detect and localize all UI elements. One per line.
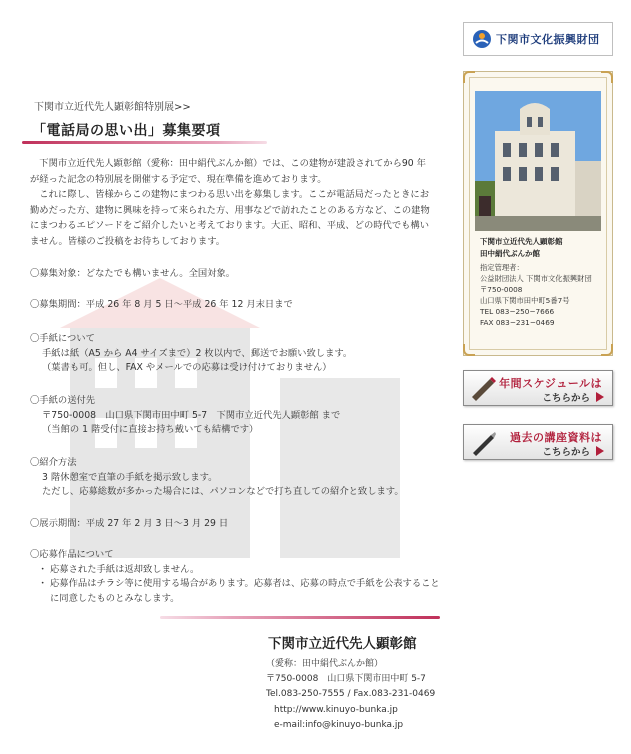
section-heading: 〇応募作品について bbox=[30, 549, 114, 560]
section-exhibit bbox=[30, 517, 440, 532]
corner-ornament bbox=[601, 71, 613, 83]
works-list bbox=[30, 563, 440, 607]
museum-info-card bbox=[463, 71, 613, 356]
section-line: 〒750-0008 山口県下関市田中町 5-7 下関市立近代先人顕彰館 まで bbox=[42, 409, 341, 421]
section-line: （葉書も可。但し、FAX やメールでの応募は受け付けておりません） bbox=[42, 362, 332, 374]
section-intro-method bbox=[30, 456, 440, 500]
section-target-text: 〇募集対象：どなたでも構いません。全国対象。 bbox=[30, 268, 236, 279]
list-item: ・ 応募作品はチラシ等に使用する場合があります。応募者は、応募の時点で手紙を公表することに同意したものとみなします。 bbox=[40, 577, 440, 606]
section-exhibit-text: 〇展示期間：平成 27 年 2 月 3 日〜3 月 29 日 bbox=[30, 518, 229, 529]
breadcrumb[interactable]: 下関市立近代先人顕彰館特別展>> bbox=[34, 102, 191, 113]
page-title: 「電話局の思い出」募集要項 bbox=[32, 123, 221, 139]
museum-name-line: 田中絹代ぶんか館 bbox=[480, 249, 540, 258]
footer-org-name: 下関市立近代先人顕彰館 bbox=[268, 636, 417, 652]
logo-text: 下関市文化振興財団 bbox=[496, 33, 600, 46]
footer-line: 〒750-0008 山口県下関市田中町 5-7 bbox=[266, 674, 426, 685]
banner-title: 年間スケジュールは bbox=[499, 377, 602, 390]
pen-icon bbox=[470, 429, 498, 457]
intro-paragraph: 下関市立近代先人顕彰館（愛称：田中絹代ぶんか館）では、この建物が建設されてから90 年が経った記念の特別展を開催する予定で、現在準備を進めております。 bbox=[30, 158, 426, 185]
museum-building-photo bbox=[475, 91, 601, 231]
footer-url-link[interactable]: http://www.kinuyo-bunka.jp bbox=[274, 704, 398, 715]
museum-details bbox=[480, 262, 592, 328]
detail-line: 〒750-0008 bbox=[480, 285, 523, 294]
footer-contact bbox=[266, 657, 435, 733]
section-letter bbox=[30, 332, 440, 376]
section-line: 手紙は紙（A5 から A4 サイズまで）2 枚以内で、郵送でお願い致します。 bbox=[42, 347, 353, 359]
banner-subtitle: こちらから bbox=[542, 447, 590, 458]
detail-line: 公益財団法人 下関市文化振興財団 bbox=[480, 274, 592, 283]
brush-icon bbox=[470, 375, 498, 403]
banner-title: 過去の講座資料は bbox=[510, 431, 602, 444]
detail-line: TEL 083−250−7666 bbox=[480, 307, 555, 316]
foundation-logo[interactable] bbox=[463, 22, 613, 56]
museum-name-line: 下関市立近代先人顕彰館 bbox=[480, 237, 563, 246]
detail-line: FAX 083−231−0469 bbox=[480, 318, 555, 327]
section-address bbox=[30, 394, 440, 438]
section-target bbox=[30, 267, 440, 282]
corner-ornament bbox=[601, 344, 613, 356]
section-line: ただし、応募総数が多かった場合には、パソコンなどで打ち直しての紹介と致します。 bbox=[42, 486, 404, 498]
arrow-right-icon bbox=[596, 392, 604, 402]
banner-subtitle: こちらから bbox=[542, 393, 590, 404]
past-lecture-materials-banner[interactable] bbox=[463, 424, 613, 460]
annual-schedule-banner[interactable] bbox=[463, 370, 613, 406]
section-period bbox=[30, 298, 440, 313]
section-heading: 〇手紙について bbox=[30, 333, 95, 344]
footer-line: Tel.083-250-7555 / Fax.083-231-0469 bbox=[266, 689, 436, 700]
section-heading: 〇紹介方法 bbox=[30, 457, 77, 468]
section-period-text: 〇募集期間：平成 26 年 8 月 5 日〜平成 26 年 12 月末日まで bbox=[30, 299, 293, 310]
foundation-logo-icon bbox=[472, 29, 492, 49]
section-line: 3 階休憩室で直筆の手紙を掲示致します。 bbox=[42, 471, 218, 483]
museum-name bbox=[480, 236, 563, 260]
corner-ornament bbox=[463, 71, 475, 83]
list-item: ・ 応募された手紙は返却致しません。 bbox=[40, 563, 440, 578]
arrow-right-icon bbox=[596, 446, 604, 456]
footer-line: （愛称：田中絹代ぶんか館） bbox=[266, 659, 384, 669]
section-works bbox=[30, 548, 440, 606]
detail-line: 指定管理者： bbox=[480, 263, 524, 272]
title-underline bbox=[22, 141, 267, 144]
intro-paragraph: これに際し、皆様からこの建物にまつわる思い出を募集します。ここが電話局だったときにお勤めだった方、建物に興味を持って来られた方、用事などで訪れたことのある方など、この建物にまつわるエピソードをご紹介したいと考えております。大正、昭和、平成、どの時代でも構いません。皆様のご投稿をお待ちしております。 bbox=[30, 189, 430, 247]
footer-divider bbox=[160, 616, 440, 619]
corner-ornament bbox=[463, 344, 475, 356]
section-line: （当館の 1 階受付に直接お持ち戴いても結構です） bbox=[42, 424, 259, 436]
detail-line: 山口県下関市田中町5番7号 bbox=[480, 296, 570, 305]
section-heading: 〇手紙の送付先 bbox=[30, 395, 96, 406]
intro-text bbox=[30, 156, 430, 250]
footer-email-link[interactable]: e-mail:info@kinuyo-bunka.jp bbox=[274, 719, 404, 730]
